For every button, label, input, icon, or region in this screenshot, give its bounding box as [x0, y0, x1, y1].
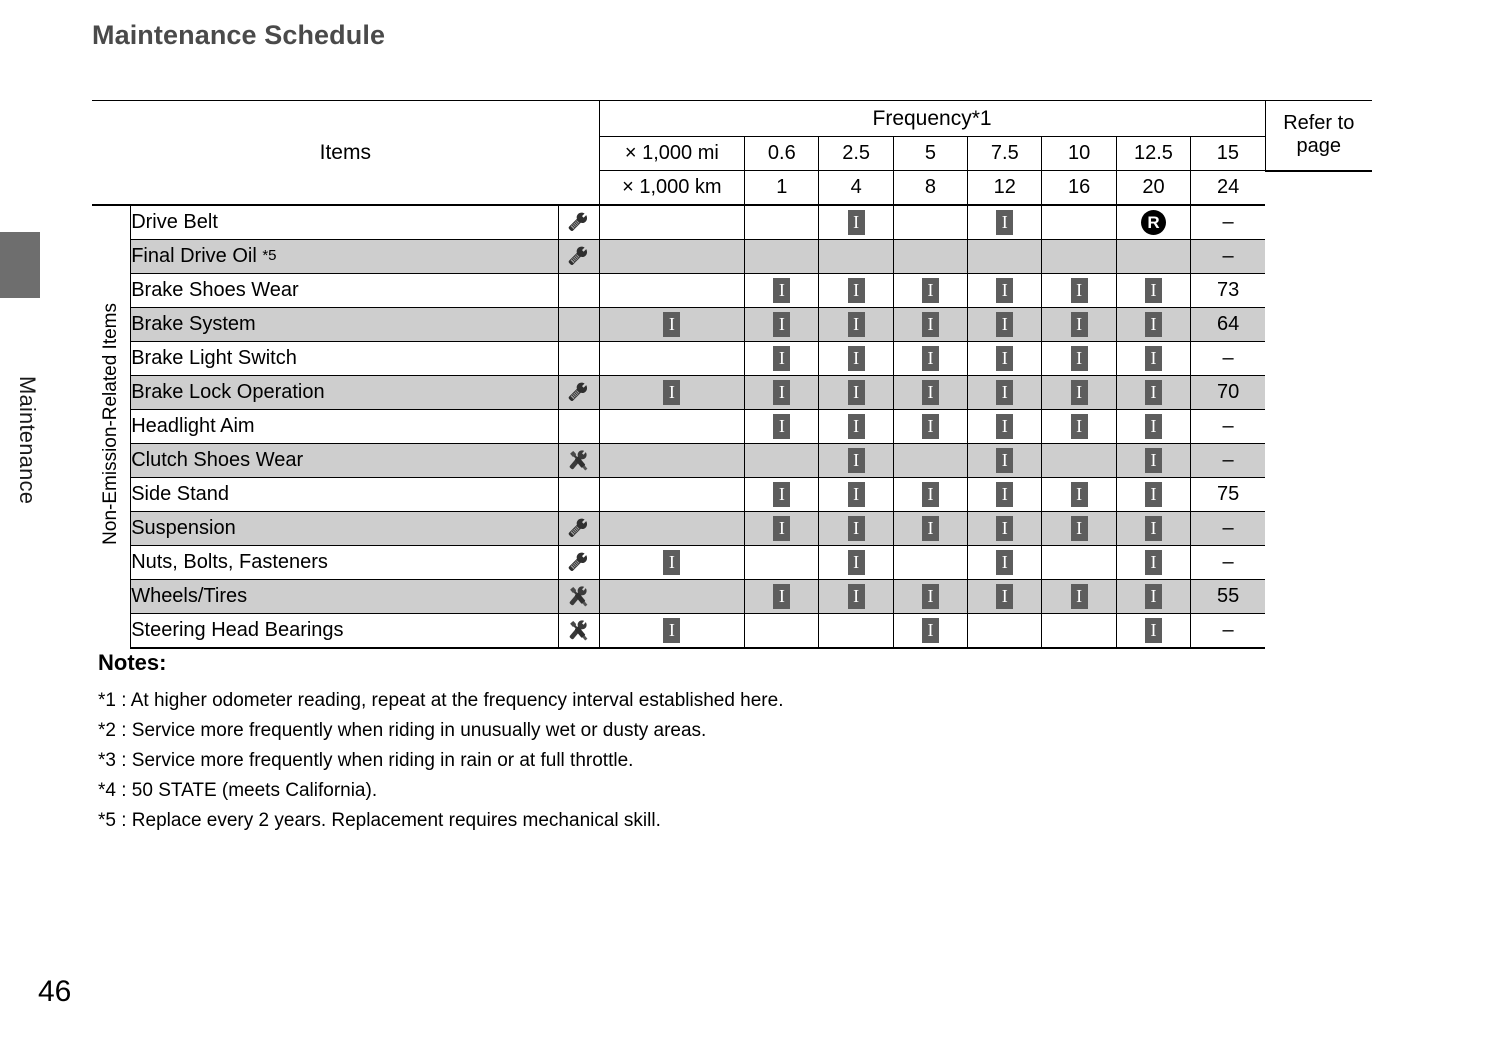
header-km-0: 1: [745, 171, 819, 206]
table-header: [92, 101, 1372, 206]
schedule-cell-3: [893, 410, 967, 444]
item-name: Side Stand: [131, 483, 230, 505]
table-row: [92, 614, 1372, 649]
item-name: Brake Light Switch: [131, 347, 297, 369]
item-name: Steering Head Bearings: [131, 619, 344, 641]
schedule-cell-1: [745, 410, 819, 444]
tool-icon-cell: [558, 614, 599, 649]
schedule-cell-4: [968, 512, 1042, 546]
schedule-cell-0: [599, 308, 745, 342]
refer-page-cell: –: [1191, 444, 1265, 478]
tool-icon-cell: [558, 580, 599, 614]
schedule-cell-6: [1116, 376, 1190, 410]
inspect-marker: I: [848, 414, 865, 439]
inspect-marker: I: [663, 380, 680, 405]
refer-to-page-line2: page: [1296, 135, 1342, 158]
inspect-marker: I: [848, 312, 865, 337]
refer-page-cell: 70: [1191, 376, 1265, 410]
schedule-cell-1: [745, 580, 819, 614]
category-label: Non-Emission-Related Items: [100, 303, 122, 545]
page-title: Maintenance Schedule: [92, 20, 386, 50]
inspect-marker: I: [1071, 380, 1088, 405]
inspect-marker: I: [773, 278, 790, 303]
inspect-marker: I: [773, 516, 790, 541]
schedule-cell-0: [599, 614, 745, 649]
schedule-cell-1: [745, 444, 819, 478]
page-number: 46: [38, 975, 72, 1008]
refer-page-cell: 73: [1191, 274, 1265, 308]
schedule-cell-0: [599, 274, 745, 308]
wrench-icon: [559, 210, 599, 236]
header-mi-1: 2.5: [819, 137, 893, 171]
tool-icon-cell: [558, 376, 599, 410]
inspect-marker: I: [773, 312, 790, 337]
tool-icon-cell: [558, 308, 599, 342]
inspect-marker: I: [1145, 618, 1162, 643]
inspect-marker: I: [663, 618, 680, 643]
item-name: Wheels/Tires: [131, 585, 248, 607]
notes-section: [98, 650, 1098, 836]
header-mi-0: 0.6: [745, 137, 819, 171]
table-row: [92, 580, 1372, 614]
refer-page-cell: 55: [1191, 580, 1265, 614]
category-label-cell: [92, 205, 131, 648]
schedule-cell-6: [1116, 444, 1190, 478]
header-mi-4: 10: [1042, 137, 1116, 171]
schedule-cell-5: [1042, 342, 1116, 376]
table-row: [92, 376, 1372, 410]
header-mi-6: 15: [1191, 137, 1265, 171]
item-name: Final Drive Oil: [131, 245, 257, 267]
schedule-cell-4: [968, 205, 1042, 240]
schedule-cell-3: [893, 478, 967, 512]
schedule-cell-5: [1042, 410, 1116, 444]
item-name-cell: [131, 205, 559, 240]
table-row: [92, 444, 1372, 478]
inspect-marker: I: [848, 584, 865, 609]
refer-page-cell: –: [1191, 614, 1265, 649]
wrench-icon: [559, 550, 599, 576]
schedule-cell-2: [819, 580, 893, 614]
schedule-cell-2: [819, 410, 893, 444]
note-line: *3 : Service more frequently when riding in rain or at full throttle.: [98, 750, 634, 771]
schedule-cell-5: [1042, 274, 1116, 308]
schedule-cell-6: [1116, 274, 1190, 308]
tool-icon-cell: [558, 274, 599, 308]
schedule-cell-1: [745, 240, 819, 274]
inspect-marker: I: [1145, 482, 1162, 507]
inspect-marker: I: [773, 414, 790, 439]
schedule-cell-2: [819, 444, 893, 478]
item-name: Headlight Aim: [131, 415, 255, 437]
header-km-4: 16: [1042, 171, 1116, 206]
schedule-cell-2: [819, 308, 893, 342]
wrench-icon: [559, 380, 599, 406]
inspect-marker: I: [848, 448, 865, 473]
inspect-marker: I: [996, 482, 1013, 507]
item-name-cell: [131, 444, 559, 478]
item-note-ref: *5: [262, 247, 277, 264]
replace-marker: R: [1141, 210, 1166, 235]
schedule-cell-3: [893, 512, 967, 546]
schedule-cell-2: [819, 546, 893, 580]
schedule-cell-3: [893, 274, 967, 308]
item-name: Nuts, Bolts, Fasteners: [131, 551, 328, 573]
refer-to-page-line1: Refer to: [1283, 112, 1355, 135]
item-name-cell: [131, 478, 559, 512]
header-mi-3: 7.5: [968, 137, 1042, 171]
schedule-cell-2: [819, 614, 893, 649]
item-name-cell: [131, 308, 559, 342]
item-name-cell: [131, 240, 559, 274]
refer-page-cell: 64: [1191, 308, 1265, 342]
schedule-cell-2: [819, 342, 893, 376]
schedule-cell-5: [1042, 308, 1116, 342]
schedule-cell-6: [1116, 614, 1190, 649]
inspect-marker: I: [1071, 312, 1088, 337]
header-items: Items: [92, 101, 599, 206]
inspect-marker: I: [1071, 516, 1088, 541]
schedule-cell-4: [968, 478, 1042, 512]
inspect-marker: I: [922, 312, 939, 337]
inspect-marker: I: [1145, 278, 1162, 303]
header-refer-to-page: [1265, 101, 1372, 171]
crossed-tools-icon: [559, 618, 599, 644]
inspect-marker: I: [1071, 584, 1088, 609]
schedule-cell-1: [745, 274, 819, 308]
sidebar-section-label: Maintenance: [15, 375, 40, 505]
maintenance-schedule-table-container: [92, 100, 1372, 649]
schedule-cell-3: [893, 580, 967, 614]
inspect-marker: I: [1071, 482, 1088, 507]
item-name-cell: [131, 512, 559, 546]
inspect-marker: I: [922, 346, 939, 371]
schedule-cell-4: [968, 614, 1042, 649]
schedule-cell-4: [968, 342, 1042, 376]
refer-page-cell: –: [1191, 546, 1265, 580]
inspect-marker: I: [1145, 346, 1162, 371]
schedule-cell-1: [745, 614, 819, 649]
inspect-marker: I: [1145, 312, 1162, 337]
inspect-marker: I: [996, 584, 1013, 609]
inspect-marker: I: [1071, 346, 1088, 371]
header-frequency: Frequency*1: [599, 101, 1265, 137]
item-name-cell: [131, 376, 559, 410]
inspect-marker: I: [773, 380, 790, 405]
schedule-cell-2: [819, 240, 893, 274]
inspect-marker: I: [922, 482, 939, 507]
schedule-cell-3: [893, 240, 967, 274]
item-name: Brake System: [131, 313, 256, 335]
sidebar-section-tab: [0, 232, 40, 298]
refer-page-cell: –: [1191, 512, 1265, 546]
item-name-cell: [131, 614, 559, 649]
inspect-marker: I: [922, 380, 939, 405]
inspect-marker: I: [1145, 414, 1162, 439]
inspect-marker: I: [848, 210, 865, 235]
inspect-marker: I: [1071, 278, 1088, 303]
schedule-cell-3: [893, 308, 967, 342]
schedule-cell-0: [599, 410, 745, 444]
header-unit-mi: × 1,000 mi: [599, 137, 745, 171]
schedule-cell-1: [745, 308, 819, 342]
maintenance-schedule-table: [92, 100, 1372, 649]
header-km-2: 8: [893, 171, 967, 206]
header-unit-km: × 1,000 km: [599, 171, 745, 206]
schedule-cell-3: [893, 205, 967, 240]
item-name-cell: [131, 274, 559, 308]
inspect-marker: I: [996, 516, 1013, 541]
inspect-marker: I: [848, 346, 865, 371]
note-line: *4 : 50 STATE (meets California).: [98, 780, 378, 801]
schedule-cell-0: [599, 342, 745, 376]
inspect-marker: I: [996, 278, 1013, 303]
schedule-cell-1: [745, 376, 819, 410]
wrench-icon: [559, 516, 599, 542]
tool-icon-cell: [558, 342, 599, 376]
schedule-cell-0: [599, 546, 745, 580]
inspect-marker: I: [1145, 516, 1162, 541]
note-line: *5 : Replace every 2 years. Replacement requires mechanical skill.: [98, 810, 661, 831]
inspect-marker: I: [922, 584, 939, 609]
item-name: Suspension: [131, 517, 236, 539]
header-km-1: 4: [819, 171, 893, 206]
inspect-marker: I: [996, 210, 1013, 235]
table-row: [92, 410, 1372, 444]
schedule-cell-4: [968, 376, 1042, 410]
schedule-cell-5: [1042, 478, 1116, 512]
table-row: [92, 512, 1372, 546]
header-km-5: 20: [1116, 171, 1190, 206]
item-name-cell: [131, 342, 559, 376]
schedule-cell-0: [599, 444, 745, 478]
schedule-cell-6: [1116, 580, 1190, 614]
schedule-cell-5: [1042, 512, 1116, 546]
inspect-marker: I: [773, 584, 790, 609]
schedule-cell-4: [968, 274, 1042, 308]
inspect-marker: I: [773, 482, 790, 507]
schedule-cell-5: [1042, 614, 1116, 649]
inspect-marker: I: [1145, 550, 1162, 575]
schedule-cell-2: [819, 376, 893, 410]
item-name: Drive Belt: [131, 211, 218, 233]
note-line: *1 : At higher odometer reading, repeat at the frequency interval established here.: [98, 690, 784, 711]
schedule-cell-1: [745, 546, 819, 580]
inspect-marker: I: [1071, 414, 1088, 439]
schedule-cell-5: [1042, 376, 1116, 410]
schedule-cell-3: [893, 614, 967, 649]
schedule-cell-5: [1042, 240, 1116, 274]
schedule-cell-6: [1116, 546, 1190, 580]
table-row: [92, 240, 1372, 274]
schedule-cell-3: [893, 546, 967, 580]
inspect-marker: I: [1145, 448, 1162, 473]
schedule-cell-4: [968, 546, 1042, 580]
crossed-tools-icon: [559, 584, 599, 610]
table-row: [92, 546, 1372, 580]
inspect-marker: I: [663, 550, 680, 575]
inspect-marker: I: [848, 482, 865, 507]
schedule-cell-4: [968, 240, 1042, 274]
schedule-cell-2: [819, 205, 893, 240]
schedule-cell-5: [1042, 546, 1116, 580]
item-name: Brake Shoes Wear: [131, 279, 299, 301]
schedule-cell-0: [599, 376, 745, 410]
schedule-cell-6: [1116, 308, 1190, 342]
inspect-marker: I: [848, 516, 865, 541]
schedule-cell-4: [968, 444, 1042, 478]
wrench-icon: [559, 244, 599, 270]
schedule-cell-1: [745, 342, 819, 376]
refer-page-cell: 75: [1191, 478, 1265, 512]
notes-title: Notes:: [98, 650, 167, 675]
table-row: [92, 342, 1372, 376]
tool-icon-cell: [558, 205, 599, 240]
schedule-cell-6: [1116, 478, 1190, 512]
schedule-cell-4: [968, 580, 1042, 614]
item-name: Clutch Shoes Wear: [131, 449, 304, 471]
inspect-marker: I: [922, 618, 939, 643]
inspect-marker: I: [996, 312, 1013, 337]
tool-icon-cell: [558, 444, 599, 478]
inspect-marker: I: [848, 550, 865, 575]
header-mi-5: 12.5: [1116, 137, 1190, 171]
inspect-marker: I: [663, 312, 680, 337]
schedule-cell-6: [1116, 205, 1190, 240]
inspect-marker: I: [996, 448, 1013, 473]
table-row: [92, 308, 1372, 342]
schedule-cell-0: [599, 478, 745, 512]
inspect-marker: I: [996, 550, 1013, 575]
note-line: *2 : Service more frequently when riding in unusually wet or dusty areas.: [98, 720, 707, 741]
item-name: Brake Lock Operation: [131, 381, 325, 403]
inspect-marker: I: [1145, 380, 1162, 405]
inspect-marker: I: [996, 414, 1013, 439]
schedule-cell-0: [599, 205, 745, 240]
schedule-cell-5: [1042, 205, 1116, 240]
table-row: [92, 478, 1372, 512]
refer-page-cell: –: [1191, 240, 1265, 274]
schedule-cell-0: [599, 512, 745, 546]
schedule-cell-1: [745, 478, 819, 512]
refer-page-cell: –: [1191, 410, 1265, 444]
inspect-marker: I: [922, 278, 939, 303]
item-name-cell: [131, 410, 559, 444]
inspect-marker: I: [1145, 584, 1162, 609]
schedule-cell-2: [819, 274, 893, 308]
header-row-frequency: [92, 101, 1372, 137]
header-mi-2: 5: [893, 137, 967, 171]
schedule-cell-1: [745, 205, 819, 240]
schedule-cell-2: [819, 478, 893, 512]
schedule-cell-0: [599, 580, 745, 614]
header-km-6: 24: [1191, 171, 1265, 206]
table-body: [92, 205, 1372, 648]
tool-icon-cell: [558, 410, 599, 444]
item-name-cell: [131, 546, 559, 580]
schedule-cell-4: [968, 410, 1042, 444]
inspect-marker: I: [996, 380, 1013, 405]
schedule-cell-5: [1042, 444, 1116, 478]
schedule-cell-6: [1116, 342, 1190, 376]
inspect-marker: I: [996, 346, 1013, 371]
schedule-cell-3: [893, 376, 967, 410]
schedule-cell-0: [599, 240, 745, 274]
refer-page-cell: –: [1191, 342, 1265, 376]
schedule-cell-1: [745, 512, 819, 546]
inspect-marker: I: [773, 346, 790, 371]
schedule-cell-2: [819, 512, 893, 546]
schedule-cell-6: [1116, 512, 1190, 546]
item-name-cell: [131, 580, 559, 614]
tool-icon-cell: [558, 512, 599, 546]
notes-list: [98, 686, 1098, 836]
table-row: [92, 274, 1372, 308]
schedule-cell-4: [968, 308, 1042, 342]
inspect-marker: I: [848, 380, 865, 405]
inspect-marker: I: [922, 516, 939, 541]
schedule-cell-3: [893, 342, 967, 376]
crossed-tools-icon: [559, 448, 599, 474]
schedule-cell-3: [893, 444, 967, 478]
tool-icon-cell: [558, 478, 599, 512]
schedule-cell-5: [1042, 580, 1116, 614]
refer-page-cell: –: [1191, 205, 1265, 240]
inspect-marker: I: [848, 278, 865, 303]
table-row: [92, 205, 1372, 240]
header-km-3: 12: [968, 171, 1042, 206]
schedule-cell-6: [1116, 410, 1190, 444]
schedule-cell-6: [1116, 240, 1190, 274]
tool-icon-cell: [558, 546, 599, 580]
inspect-marker: I: [922, 414, 939, 439]
tool-icon-cell: [558, 240, 599, 274]
